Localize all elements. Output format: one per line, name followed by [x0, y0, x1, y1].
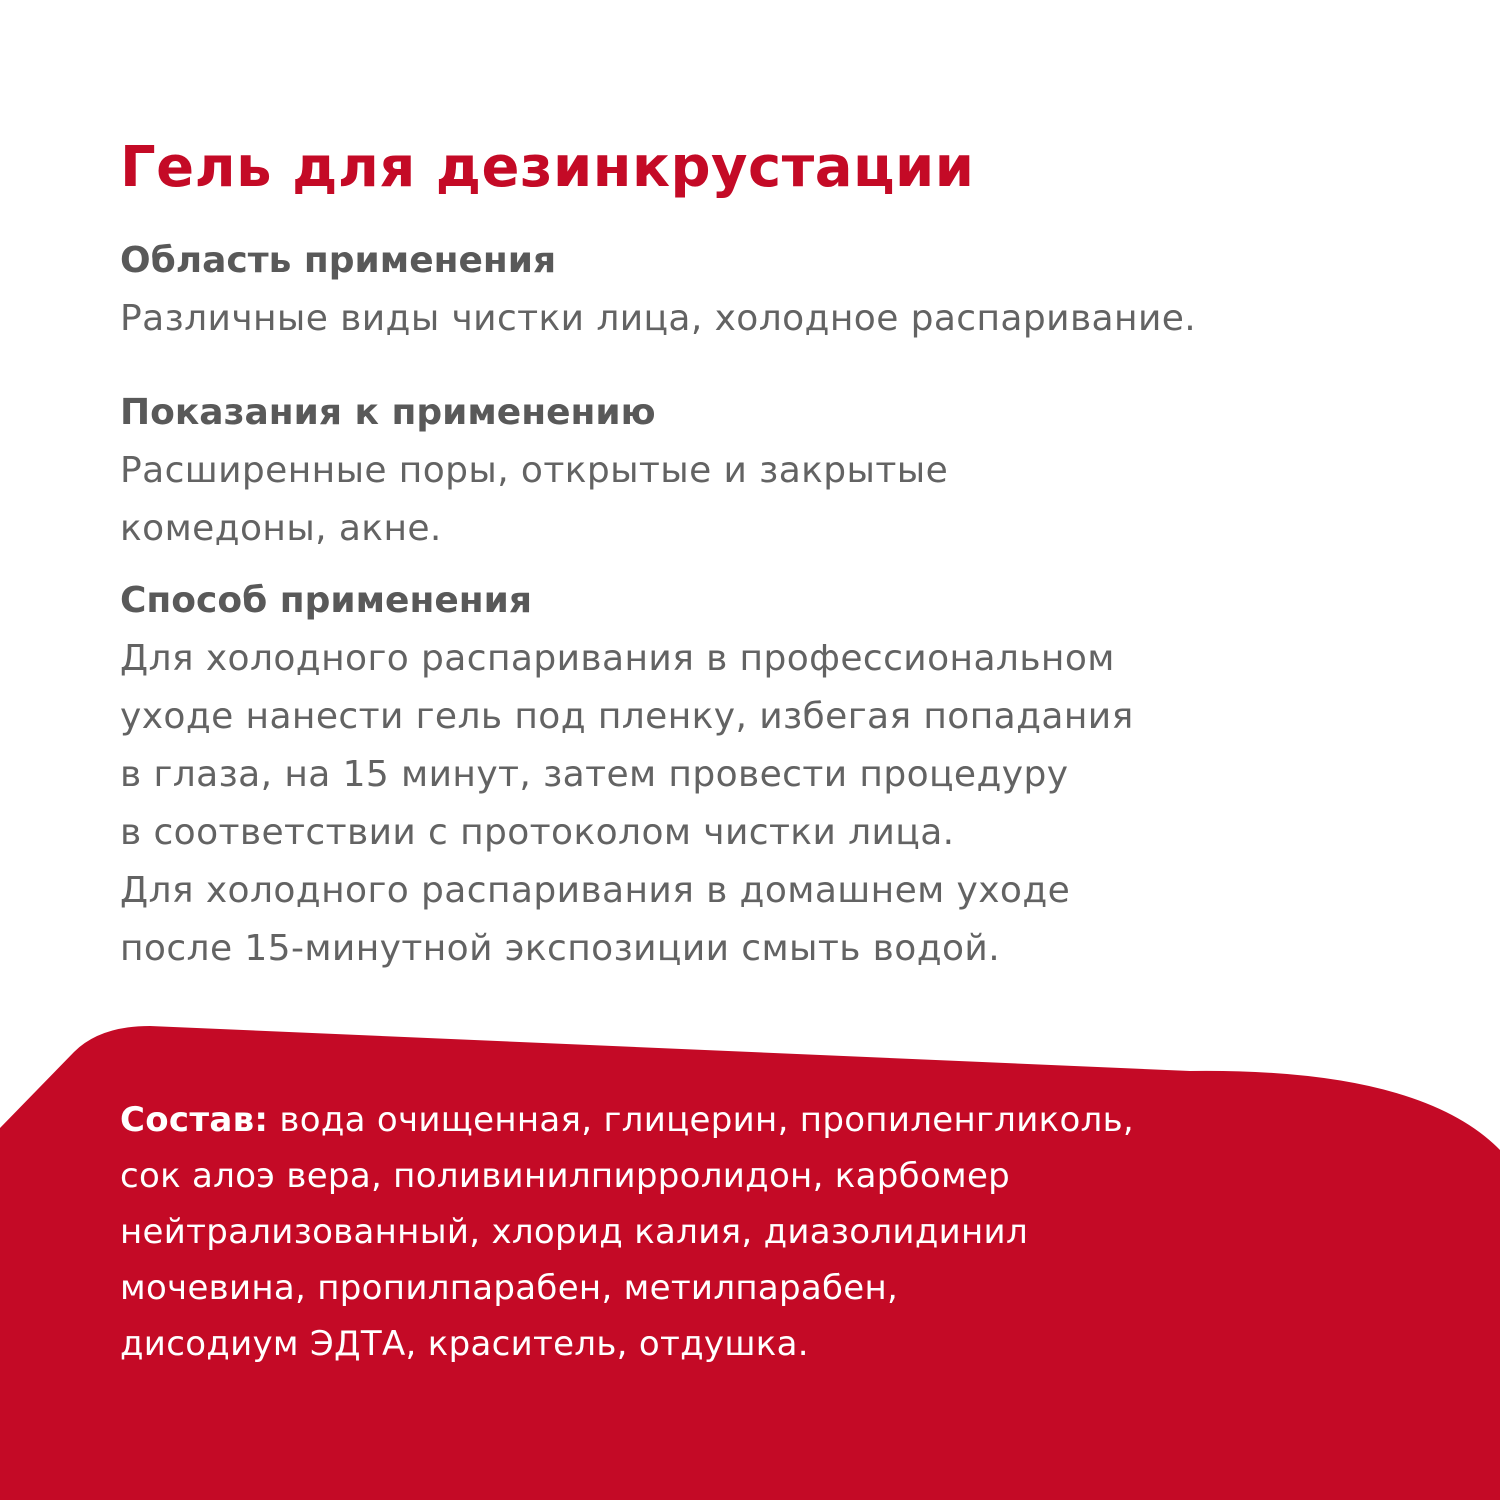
section-text-line: уходе нанести гель под пленку, избегая попадания — [120, 696, 1134, 737]
page-title: Гель для дезинкрустации — [120, 135, 975, 200]
composition-text-line: дисодиум ЭДТА, краситель, отдушка. — [120, 1324, 809, 1364]
section-heading: Способ применения — [120, 580, 532, 621]
section-text-line: после 15-минутной экспозиции смыть водой. — [120, 928, 1001, 969]
section-text-line: Различные виды чистки лица, холодное распаривание. — [120, 298, 1197, 339]
composition-text-line: сок алоэ вера, поливинилпирролидон, карбомер — [120, 1156, 1011, 1196]
section-text-line: Для холодного распаривания в профессиональном — [120, 638, 1115, 679]
section-text-line: Для холодного распаривания в домашнем уходе — [120, 870, 1071, 911]
composition-text-line: вода очищенная, глицерин, пропиленгликоль, — [268, 1100, 1135, 1140]
section-heading: Область применения — [120, 240, 557, 281]
composition-text-line: нейтрализованный, хлорид калия, диазолидинил — [120, 1212, 1028, 1252]
section-text-line: Расширенные поры, открытые и закрытые — [120, 450, 949, 491]
composition-block — [120, 1092, 1400, 1372]
section-text-line: в глаза, на 15 минут, затем провести процедуру — [120, 754, 1069, 795]
section-heading: Показания к применению — [120, 392, 656, 433]
section-text-line: комедоны, акне. — [120, 508, 442, 549]
composition-first-line — [120, 1092, 1400, 1148]
section-text-line: в соответствии с протоколом чистки лица. — [120, 812, 955, 853]
composition-label: Состав: — [120, 1100, 269, 1140]
composition-text-line: мочевина, пропилпарабен, метилпарабен, — [120, 1268, 899, 1308]
